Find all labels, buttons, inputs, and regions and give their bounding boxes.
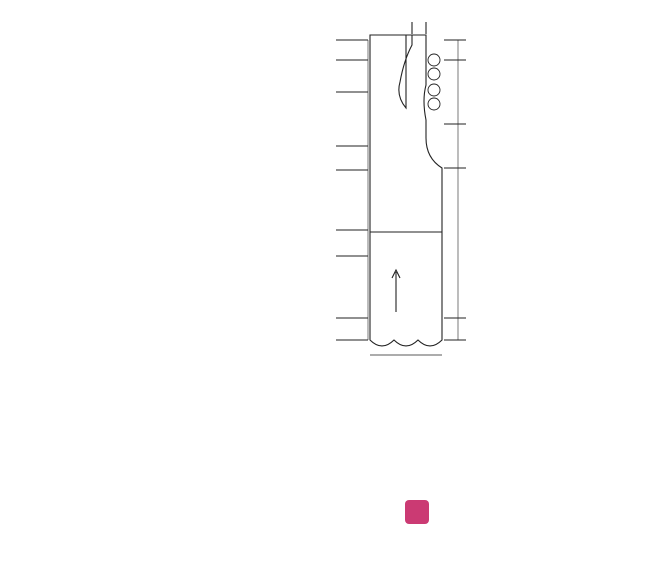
legend-list [182, 436, 322, 556]
legend-extra-list [316, 462, 476, 562]
crochet-chart [492, 20, 642, 566]
watermark-logo-icon [405, 500, 429, 524]
garment-schematic [330, 0, 480, 375]
